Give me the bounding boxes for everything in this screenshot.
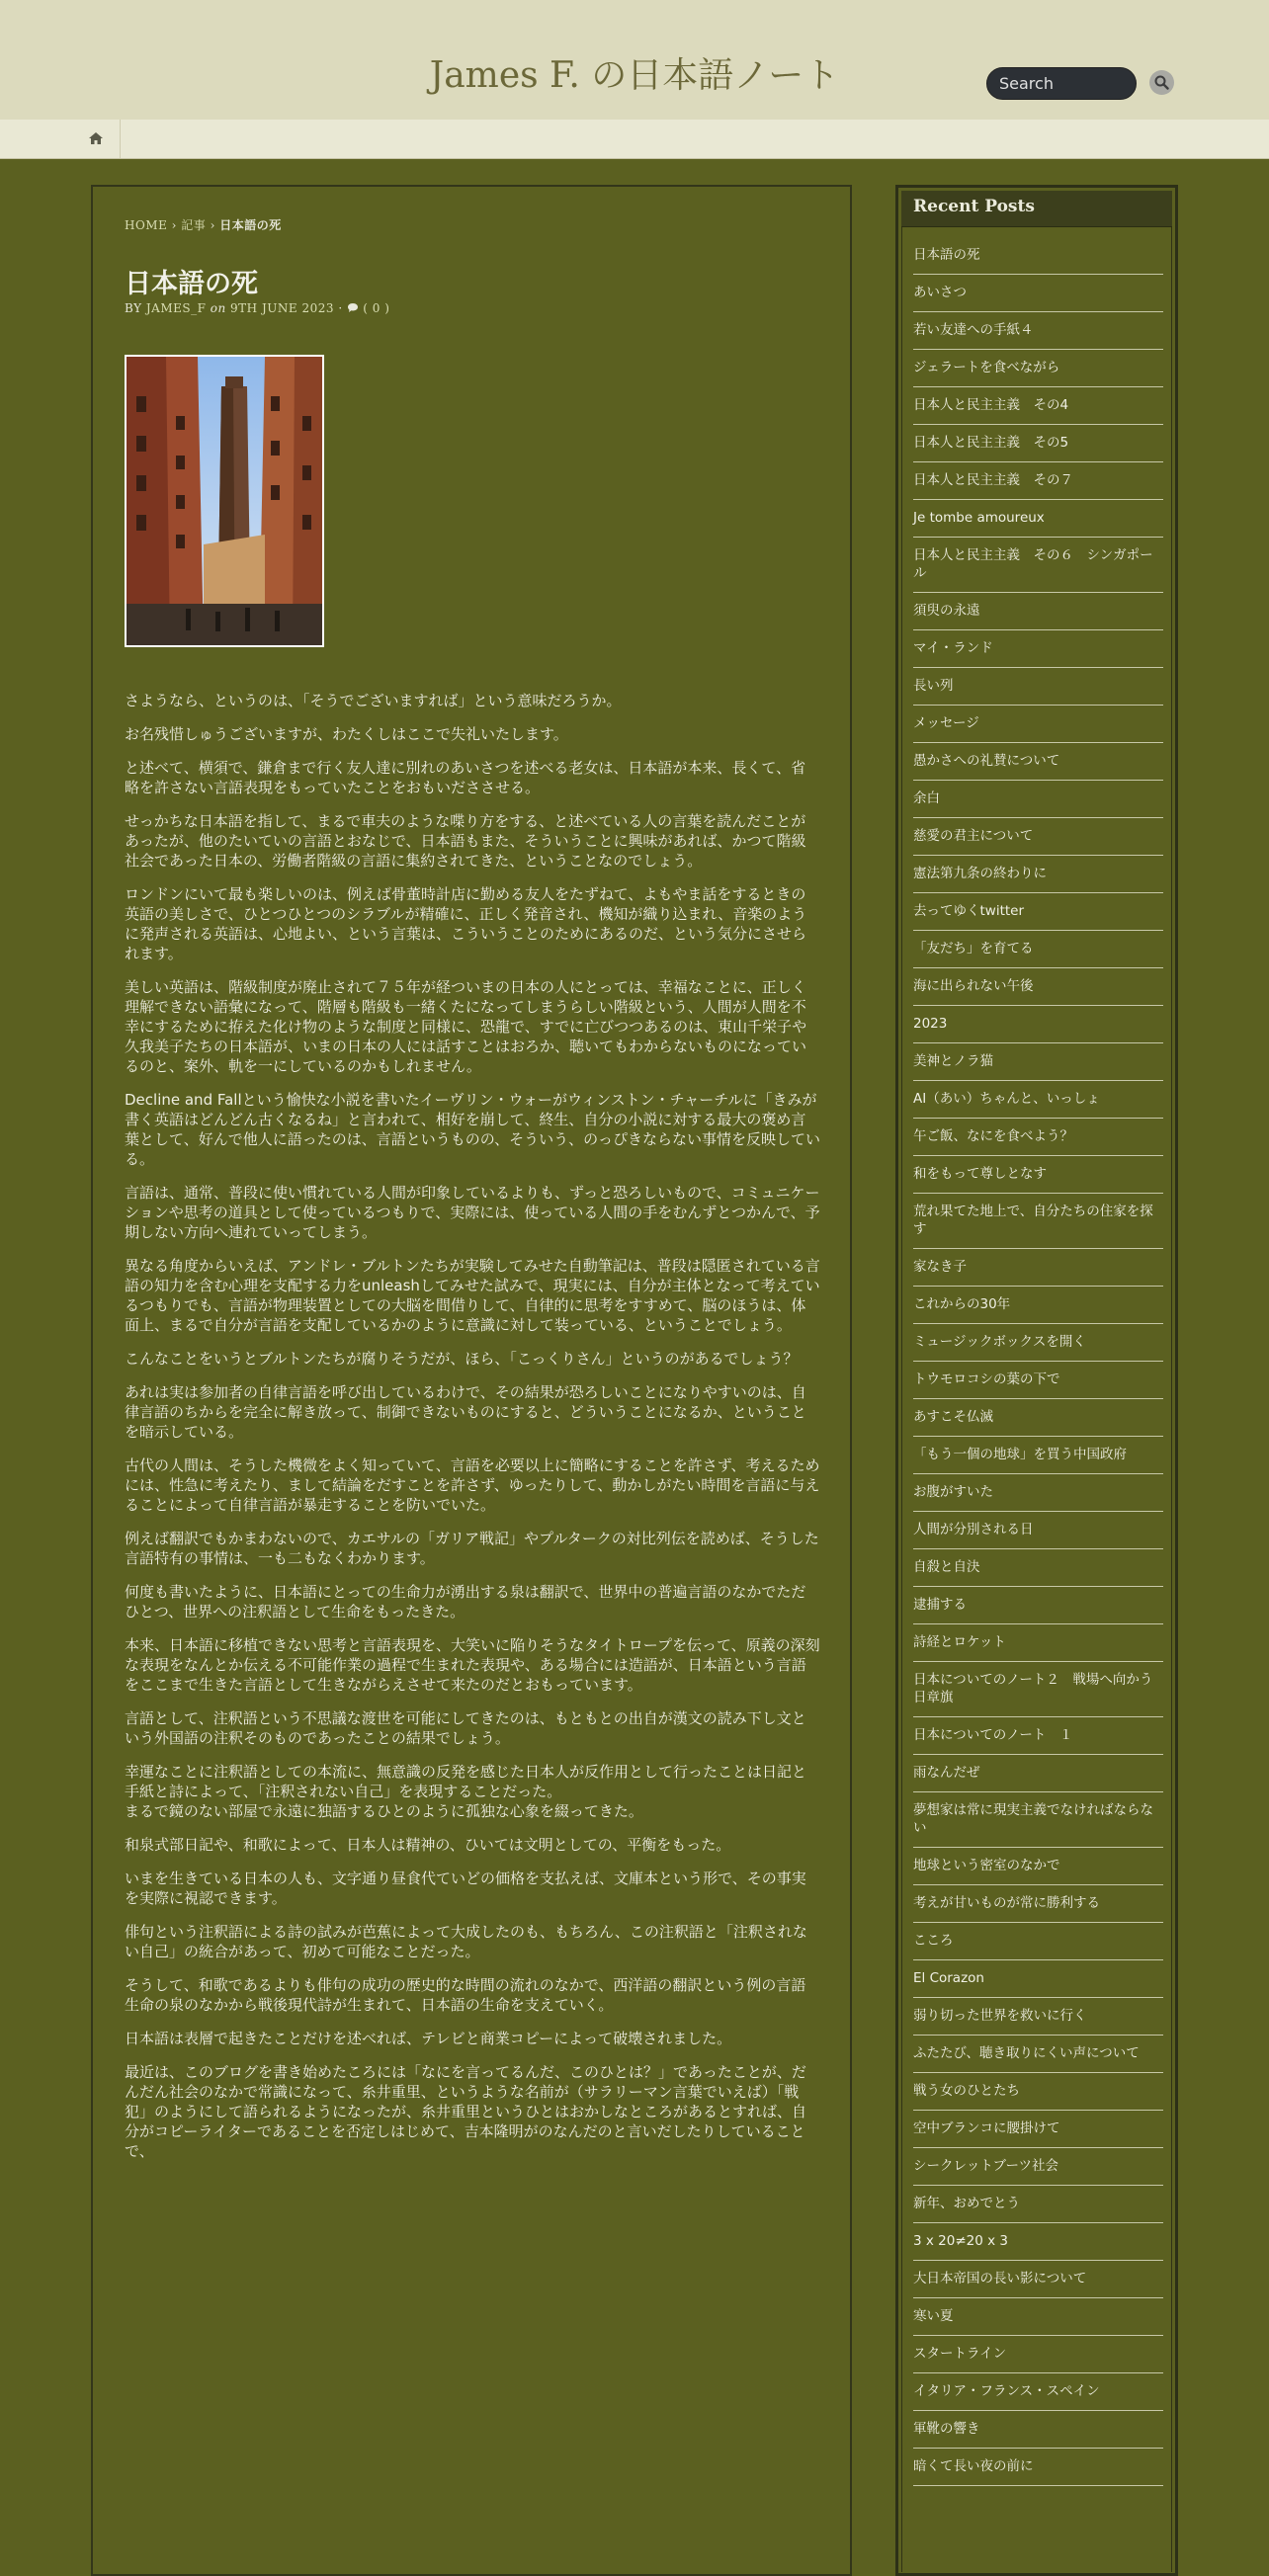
- recent-post-link[interactable]: 家なき子: [913, 1259, 967, 1275]
- recent-post-link[interactable]: 日本語の死: [913, 247, 980, 263]
- recent-post-item[interactable]: [913, 2411, 1163, 2449]
- breadcrumb-separator: ›: [167, 218, 182, 232]
- recent-post-link[interactable]: あすこそ仏滅: [913, 1409, 993, 1425]
- recent-post-item[interactable]: [913, 968, 1163, 1006]
- comment-icon: [347, 302, 359, 313]
- post-meta: [125, 301, 389, 315]
- recent-post-link[interactable]: AI（あい）ちゃんと、いっしょ: [913, 1091, 1100, 1107]
- post-paragraph: 言語は、通常、普段に使い慣れている人間が印象しているよりも、ずっと恐ろしいもので、コミュニケーションや思考の道具として使っているつもりで、実際には、使っている人間の手をむんずとつかんで、予期しない方向へ連れていってしまう。: [125, 1184, 820, 1241]
- recent-post-link[interactable]: 軍靴の響き: [913, 2421, 980, 2437]
- recent-post-item[interactable]: [913, 893, 1163, 931]
- post-paragraph: 例えば翻訳でもかまわないので、カエサルの「ガリア戦記」やプルタークの対比列伝を読めば、そうした言語特有の事情は、一も二もなくわかります。: [125, 1530, 819, 1567]
- recent-posts-list: [913, 237, 1163, 2486]
- nav-home-link[interactable]: [76, 120, 121, 158]
- recent-post-link[interactable]: 地球という密室のなかで: [913, 1858, 1060, 1873]
- search-input[interactable]: [986, 67, 1137, 100]
- recent-post-link[interactable]: お腹がすいた: [913, 1484, 993, 1500]
- recent-post-link[interactable]: 大日本帝国の長い影について: [913, 2271, 1087, 2286]
- meta-separator: ·: [334, 301, 347, 315]
- recent-post-item[interactable]: [913, 706, 1163, 743]
- recent-post-link[interactable]: 逮捕する: [913, 1597, 967, 1613]
- recent-post-link[interactable]: 須臾の永遠: [913, 603, 980, 619]
- recent-post-item[interactable]: [913, 425, 1163, 462]
- recent-post-item[interactable]: [913, 1156, 1163, 1194]
- recent-post-link[interactable]: トウモロコシの葉の下で: [913, 1371, 1060, 1387]
- post-paragraph: と述べて、横須で、鎌倉まで行く友人達に別れのあいさつを述べる老女は、日本語が本来、長くて、省略を許さない言語表現をもっていたことをおもいだささせる。: [125, 759, 806, 796]
- recent-post-link[interactable]: 日本についてのノート １: [913, 1727, 1073, 1743]
- recent-post-link[interactable]: 3 x 20≠20 x 3: [913, 2233, 1008, 2249]
- recent-post-item[interactable]: [913, 2111, 1163, 2148]
- recent-post-item[interactable]: [913, 931, 1163, 968]
- recent-post-item[interactable]: [913, 1755, 1163, 1792]
- recent-post-link[interactable]: こころ: [913, 1933, 954, 1949]
- recent-post-item[interactable]: [913, 630, 1163, 668]
- recent-post-link[interactable]: 新年、おめでとう: [913, 2196, 1020, 2211]
- post-paragraph: 俳句という注釈語による詩の試みが芭蕉によって大成したのも、もちろん、この注釈語と「注釈されない自己」の統合があって、初めて可能なことだった。: [125, 1923, 807, 1960]
- site-header: [0, 0, 1269, 121]
- post-paragraph: 何度も書いたように、日本語にとっての生命力が湧出する泉は翻訳で、世界中の普遍言語のなかでただひとつ、世界への注釈語として生命をもったきた。: [125, 1583, 806, 1620]
- post-author-link[interactable]: JAMES_F: [145, 301, 207, 315]
- recent-post-item[interactable]: [913, 2298, 1163, 2336]
- post-paragraph: そうして、和歌であるよりも俳句の成功の歴史的な時間の流れのなかで、西洋語の翻訳という例の言語生命の泉のなかから戦後現代詩が生まれて、日本語の生命を支えていく。: [125, 1976, 806, 2014]
- post-paragraph: 本来、日本語に移植できない思考と言語表現を、大笑いに陥りそうなタイトロープを伝って、原義の深刻な表現をなんとか伝える不可能作業の過程で生まれた表現や、ある場合には造語が、日本語という言語をここまで生きた言語として生きながらえさせて来たのだとおもっています。: [125, 1636, 820, 1694]
- recent-post-link[interactable]: 日本人と民主主義 その６ シンガポール: [913, 547, 1153, 581]
- recent-post-item[interactable]: [913, 2336, 1163, 2373]
- recent-post-item[interactable]: [913, 237, 1163, 275]
- recent-post-item[interactable]: [913, 2449, 1163, 2486]
- recent-post-link[interactable]: 慈愛の君主について: [913, 828, 1034, 844]
- recent-post-link[interactable]: これからの30年: [913, 1296, 1011, 1312]
- recent-post-item[interactable]: [913, 1043, 1163, 1081]
- recent-post-item[interactable]: [913, 2223, 1163, 2261]
- post-paragraph: あれは実は参加者の自律言語を呼び出しているわけで、その結果が恐ろしいことになりやすいのは、自律言語のちからを完全に解き放って、制御できないものにすると、どういうことになるか、ということを暗示している。: [125, 1383, 806, 1441]
- recent-post-item[interactable]: [913, 538, 1163, 593]
- post-image[interactable]: [125, 355, 324, 647]
- recent-post-item[interactable]: [913, 312, 1163, 350]
- recent-post-link[interactable]: 2023: [913, 1016, 948, 1032]
- recent-post-item[interactable]: [913, 1717, 1163, 1755]
- post-paragraph: せっかちな日本語を指して、まるで車夫のような喋り方をする、と述べている人の言葉を読んだことがあったが、他のたいていの言語とおなじで、日本語もまた、そういうことに興味があれば、かつて階級社会であった日本の、労働者階級の言語に集約されてきた、ということなのでしょう。: [125, 812, 806, 870]
- breadcrumb-category[interactable]: 記事: [181, 218, 207, 232]
- recent-post-item[interactable]: [913, 1081, 1163, 1119]
- recent-post-link[interactable]: 日本人と民主主義 その4: [913, 397, 1069, 413]
- recent-post-item[interactable]: [913, 2261, 1163, 2298]
- recent-post-link[interactable]: 若い友達への手紙４: [913, 322, 1034, 338]
- recent-post-item[interactable]: [913, 1006, 1163, 1043]
- bologna-towers-photo: [127, 357, 322, 645]
- post-paragraph: 美しい英語は、階級制度が廃止されて７５年が経ついまの日本の人にとっては、幸福なことに、正しく理解できない語彙になって、階層も階級も一緒くたになってしまうらしい階級という、人間が人間を不幸にするために拵えた化け物のような制度と同様に、恐龍で、すでに亡びつつあるのは、東山千栄子や久我美子たちの日本語が、いまの日本の人には話すことはおろか、聴いてもわからないものになっているのと、案外、軌を一にしているのかもしれません。: [125, 978, 807, 1075]
- recent-post-link[interactable]: 暗くて長い夜の前に: [913, 2458, 1034, 2474]
- post-date-link[interactable]: 9TH JUNE 2023: [230, 301, 335, 315]
- recent-post-link[interactable]: 日本人と民主主義 その5: [913, 435, 1069, 451]
- search-button[interactable]: [1149, 70, 1174, 95]
- recent-post-item[interactable]: [913, 1792, 1163, 1848]
- recent-post-item[interactable]: [913, 781, 1163, 818]
- recent-post-item[interactable]: [913, 2073, 1163, 2111]
- post-paragraph: こんなことをいうとブルトンたちが腐りそうだが、ほら、「こっくりさん」というのがあるでしょう？: [125, 1350, 799, 1368]
- post-title[interactable]: 日本語の死: [125, 269, 258, 299]
- recent-post-item[interactable]: [913, 668, 1163, 706]
- recent-post-item[interactable]: [913, 1587, 1163, 1624]
- recent-post-item[interactable]: [913, 1624, 1163, 1662]
- home-icon: [88, 131, 104, 145]
- recent-post-item[interactable]: [913, 2148, 1163, 2186]
- recent-post-link[interactable]: 寒い夏: [913, 2308, 954, 2324]
- sidebar-recent-posts: [895, 185, 1178, 2576]
- post-paragraph: 和泉式部日記や、和歌によって、日本人は精神の、ひいては文明としての、平衡をもった。: [125, 1836, 731, 1854]
- recent-post-item[interactable]: [913, 856, 1163, 893]
- breadcrumb-current: 日本語の死: [219, 218, 282, 232]
- recent-post-item[interactable]: [913, 1998, 1163, 2036]
- recent-post-item[interactable]: [913, 1848, 1163, 1885]
- recent-post-link[interactable]: 弱り切った世界を救いに行く: [913, 2008, 1087, 2024]
- recent-post-link[interactable]: 長い列: [913, 678, 954, 694]
- post-paragraph: 古代の人間は、そうした機微をよく知っていて、言語を必要以上に簡略にすることを許さず、考えるためには、性急に考えたり、まして結論をだすことを許さず、ゆったりして、動かしがたい時間を言語に与えることによって自律言語が暴走することを防いでいた。: [125, 1456, 820, 1514]
- recent-post-item[interactable]: [913, 1362, 1163, 1399]
- post-paragraph: 言語として、注釈語という不思議な渡世を可能にしてきたのは、もともとの出自が漢文の読み下し文という外国語の注釈そのものであったことの結果でしょう。: [125, 1709, 806, 1747]
- recent-post-item[interactable]: [913, 2373, 1163, 2411]
- recent-post-item[interactable]: [913, 1399, 1163, 1437]
- recent-post-item[interactable]: [913, 1549, 1163, 1587]
- recent-post-item[interactable]: [913, 1119, 1163, 1156]
- meta-by-label: BY: [125, 301, 142, 315]
- recent-post-item[interactable]: [913, 462, 1163, 500]
- recent-post-item[interactable]: [913, 1324, 1163, 1362]
- recent-post-item[interactable]: [913, 1662, 1163, 1717]
- recent-post-item[interactable]: [913, 1437, 1163, 1474]
- breadcrumb-separator: ›: [206, 218, 220, 232]
- recent-post-item[interactable]: [913, 818, 1163, 856]
- recent-post-link[interactable]: マイ・ランド: [913, 640, 993, 656]
- recent-post-item[interactable]: [913, 743, 1163, 781]
- search-icon: [1154, 75, 1169, 90]
- recent-post-item[interactable]: [913, 387, 1163, 425]
- recent-post-link[interactable]: 余白: [913, 790, 940, 806]
- recent-post-item[interactable]: [913, 350, 1163, 387]
- recent-post-link[interactable]: スタートライン: [913, 2346, 1007, 2362]
- recent-post-link[interactable]: 日本についてのノート２ 戦場へ向かう日章旗: [913, 1672, 1153, 1705]
- recent-post-link[interactable]: 戦う女のひとたち: [913, 2083, 1020, 2099]
- recent-post-link[interactable]: 自殺と自決: [913, 1559, 980, 1575]
- post-paragraph: 幸運なことに注釈語としての本流に、無意識の反発を感じた日本人が反作用として行ったことは日記と手紙と詩によって、「注釈されない自己」を表現することだった。 まるで鏡のない部屋で永遠に独語するひとのように孤独な心象を綴ってきた。: [125, 1763, 807, 1820]
- recent-post-item[interactable]: [913, 1194, 1163, 1249]
- recent-post-link[interactable]: あいさつ: [913, 285, 967, 300]
- meta-on-label: on: [210, 301, 226, 315]
- breadcrumb-home[interactable]: HOME: [125, 218, 168, 232]
- recent-post-link[interactable]: 雨なんだぜ: [913, 1765, 980, 1781]
- recent-post-link[interactable]: 空中ブランコに腰掛けて: [913, 2120, 1060, 2136]
- post-paragraph: 異なる角度からいえば、アンドレ・ブルトンたちが実験してみせた自動筆記は、普段は隠匿されている言語の知力を含む心理を支配する力をunleashしてみせた試みで、現実には、自分が主体となって考えているつもりでも、言語が物理装置としての大脳を間借りして、自律的に思考をすすめて、脳のほうは、体面上、まるで自分が言語を支配しているかのように意識に対して装っている、ということでしょう。: [125, 1257, 820, 1334]
- post-paragraph: ロンドンにいて最も楽しいのは、例えば骨董時計店に勤める友人をたずねて、よもやま話をするときの英語の美しさで、ひとつひとつのシラブルが精確に、正しく発音され、機知が織り込まれ、音楽のように発声される英語は、心地よい、という言葉は、こういうことのためにあるのだ、という気分にさせられます。: [125, 885, 807, 962]
- post-content: [125, 691, 820, 2175]
- site-title[interactable]: James F. の日本語ノート: [429, 55, 840, 96]
- recent-post-link[interactable]: 愚かさへの礼賛について: [913, 753, 1060, 769]
- recent-post-link[interactable]: 「友だち」を育てる: [913, 941, 1034, 956]
- recent-post-link[interactable]: シークレットブーツ社会: [913, 2158, 1059, 2174]
- recent-post-link[interactable]: Je tombe amoureux: [913, 510, 1045, 526]
- breadcrumb: [125, 216, 282, 233]
- recent-post-link[interactable]: 美神とノラ猫: [913, 1053, 993, 1069]
- recent-post-link[interactable]: 日本人と民主主義 その７: [913, 472, 1073, 488]
- recent-post-link[interactable]: メッセージ: [913, 715, 979, 731]
- recent-post-link[interactable]: 詩経とロケット: [913, 1634, 1006, 1650]
- post-article: [91, 185, 852, 2576]
- sidebar-title: Recent Posts: [913, 197, 1035, 216]
- recent-post-link[interactable]: 去ってゆくtwitter: [913, 903, 1025, 919]
- post-paragraph: 最近は、このブログを書き始めたころには「なにを言ってるんだ、このひとは？」であったことが、だんだん社会のなかで常識になって、糸井重里、というような名前が（サラリーマン言葉でいえば）「戦犯」のようにして語られるようになったが、糸井重里というひとはおかしなところがあるとすれば、自分がコピーライターであることを否定しはじめて、吉本隆明がのなんだのと言いだしたりしていることで、: [125, 2063, 807, 2160]
- recent-post-item[interactable]: [913, 2036, 1163, 2073]
- recent-post-link[interactable]: 考えが甘いものが常に勝利する: [913, 1895, 1100, 1911]
- recent-post-link[interactable]: 和をもって尊しとなす: [913, 1166, 1047, 1182]
- post-paragraph: いまを生きている日本の人も、文字通り昼食代ていどの価格を支払えば、文庫本という形で、その事実を実際に視認できます。: [125, 1870, 806, 1907]
- recent-post-link[interactable]: 人間が分別される日: [913, 1522, 1034, 1537]
- recent-post-item[interactable]: [913, 500, 1163, 538]
- recent-post-item[interactable]: [913, 593, 1163, 630]
- recent-post-link[interactable]: 憲法第九条の終わりに: [913, 866, 1047, 881]
- recent-post-link[interactable]: 海に出られない午後: [913, 978, 1034, 994]
- recent-post-link[interactable]: イタリア・フランス・スペイン: [913, 2383, 1100, 2399]
- post-paragraph: Decline and Fallという愉快な小説を書いたイーヴリン・ウォーがウィンストン・チャーチルに「きみが書く英語はどんどん古くなるね」と言われて、相好を崩して、終生、自分の小説に対する最大の褒め言葉として、好んで他人に語ったのは、言語というものの、そういう、のっぴきならない事情を反映している。: [125, 1091, 820, 1168]
- recent-post-item[interactable]: [913, 1287, 1163, 1324]
- recent-post-item[interactable]: [913, 1885, 1163, 1923]
- recent-post-link[interactable]: ふたたび、聴き取りにくい声について: [913, 2045, 1140, 2061]
- post-paragraph: お名残惜しゅうございますが、わたくしはここで失礼いたします。: [125, 725, 568, 743]
- main-nav: [0, 120, 1269, 159]
- recent-post-link[interactable]: 「もう一個の地球」を買う中国政府: [913, 1447, 1127, 1462]
- recent-post-item[interactable]: [913, 1249, 1163, 1287]
- recent-post-item[interactable]: [913, 275, 1163, 312]
- recent-post-item[interactable]: [913, 1474, 1163, 1512]
- post-comments-link[interactable]: ( 0 ): [363, 301, 390, 315]
- recent-post-link[interactable]: 夢想家は常に現実主義でなければならない: [913, 1802, 1153, 1836]
- recent-post-link[interactable]: 荒れ果てた地上で、自分たちの住家を探す: [913, 1204, 1153, 1237]
- recent-post-item[interactable]: [913, 1960, 1163, 1998]
- post-paragraph: 日本語は表層で起きたことだけを述べれば、テレビと商業コピーによって破壊されました。: [125, 2030, 732, 2047]
- recent-post-item[interactable]: [913, 1512, 1163, 1549]
- recent-post-item[interactable]: [913, 1923, 1163, 1960]
- recent-post-item[interactable]: [913, 2186, 1163, 2223]
- post-paragraph: さようなら、というのは、「そうでございますれば」という意味だろうか。: [125, 692, 622, 709]
- sidebar-header: [901, 191, 1172, 227]
- recent-post-link[interactable]: El Corazon: [913, 1970, 984, 1986]
- recent-post-link[interactable]: ミュージックボックスを開く: [913, 1334, 1086, 1350]
- recent-post-link[interactable]: ジェラートを食べながら: [913, 360, 1060, 375]
- recent-post-link[interactable]: 午ご飯、なにを食べよう？: [913, 1128, 1073, 1144]
